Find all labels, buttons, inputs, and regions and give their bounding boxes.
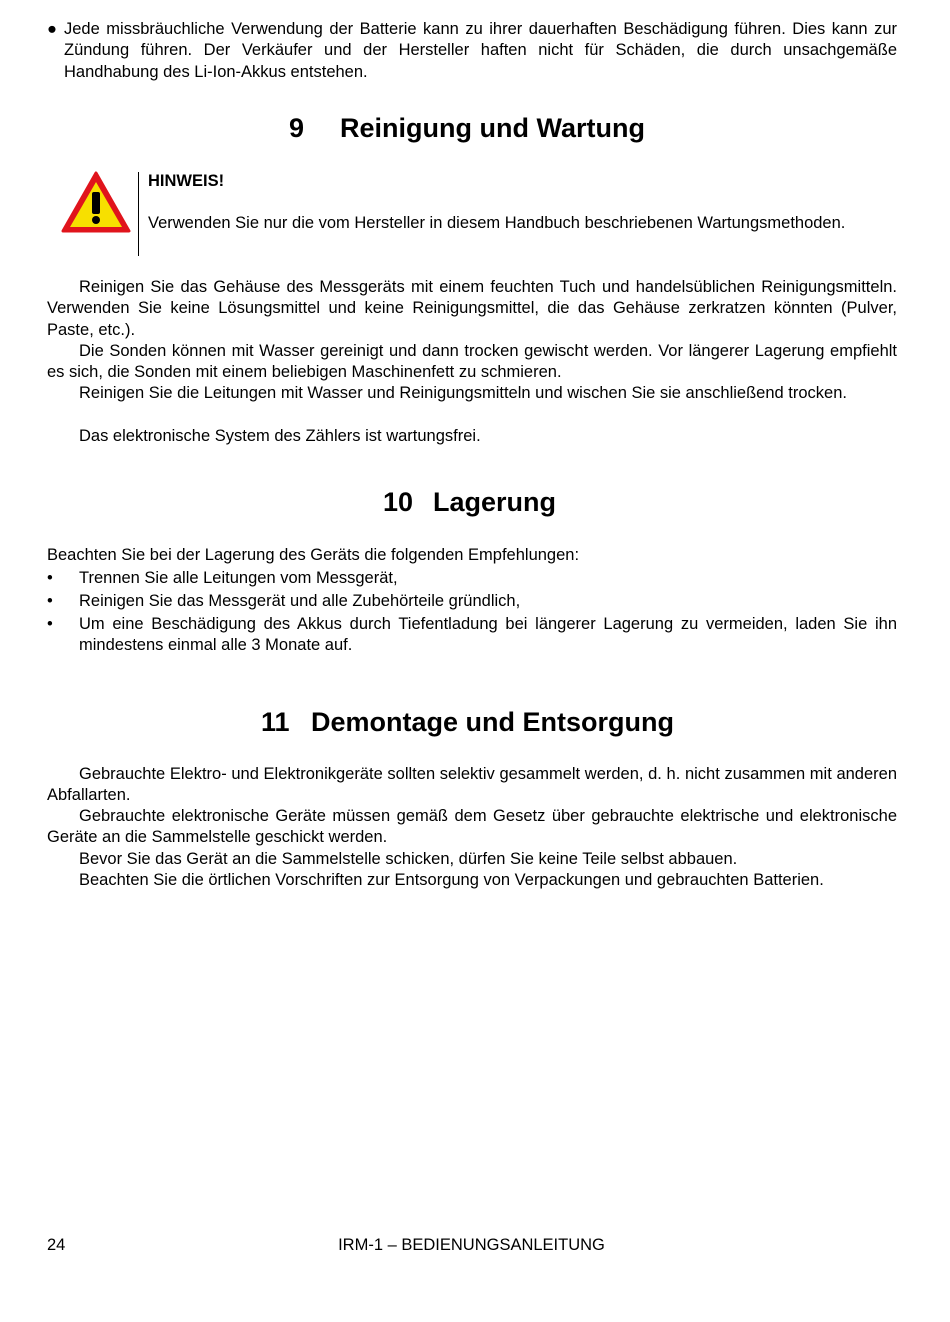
- footer-title: IRM-1 – BEDIENUNGSANLEITUNG: [338, 1236, 605, 1254]
- page-number: 24: [47, 1236, 66, 1254]
- paragraph: Das elektronische System des Zählers ist wartungsfrei.: [79, 427, 481, 445]
- section-title: Lagerung: [433, 487, 557, 517]
- paragraph: Beachten Sie die örtlichen Vorschriften zur Entsorgung von Verpackungen und gebrauchten Batterien.: [79, 871, 824, 889]
- notice-text: Verwenden Sie nur die vom Hersteller in diesem Handbuch beschriebenen Wartungsmethoden.: [148, 214, 846, 232]
- notice-divider: [138, 172, 139, 256]
- list-item-text: Um eine Beschädigung des Akkus durch Tiefentladung bei längerer Lagerung zu vermeiden, laden Sie ihn mindestens einmal alle 3 Monate auf.: [79, 615, 897, 655]
- section-heading-9: [289, 113, 645, 144]
- section-number: 9: [289, 113, 305, 143]
- paragraph: Reinigen Sie die Leitungen mit Wasser und Reinigungsmitteln und wischen Sie sie anschließend trocken.: [79, 384, 847, 402]
- notice-label: HINWEIS!: [148, 172, 225, 190]
- list-item: [47, 568, 897, 589]
- storage-intro: Beachten Sie bei der Lagerung des Geräts die folgenden Empfehlungen:: [47, 546, 580, 564]
- section-title: Demontage und Entsorgung: [311, 707, 674, 737]
- list-item-text: Trennen Sie alle Leitungen vom Messgerät,: [79, 569, 398, 587]
- paragraph: Reinigen Sie das Gehäuse des Messgeräts mit einem feuchten Tuch und handelsüblichen Reinigungsmitteln. Verwenden Sie keine Lösungsmittel und keine Reinigungsmittel, die das Gehäuse zerkratzen könnten (Pulver, Paste, etc.).: [47, 278, 897, 339]
- warning-triangle-icon: [60, 170, 132, 234]
- section-heading-10: [383, 487, 556, 518]
- paragraph: Die Sonden können mit Wasser gereinigt und dann trocken gewischt werden. Vor längerer Lagerung empfiehlt es sich, die Sonden mit einem beliebigen Maschinenfett zu schmieren.: [47, 342, 897, 382]
- paragraph: Gebrauchte Elektro- und Elektronikgeräte sollten selektiv gesammelt werden, d. h. nicht zusammen mit anderen Abfallarten.: [47, 765, 897, 805]
- paragraph: Bevor Sie das Gerät an die Sammelstelle schicken, dürfen Sie keine Teile selbst abbauen.: [79, 850, 738, 868]
- bullet-dot: •: [47, 592, 53, 610]
- section-number: 10: [383, 487, 414, 517]
- bullet-dot: ●: [47, 20, 57, 38]
- bullet-text: Jede missbräuchliche Verwendung der Batterie kann zu ihrer dauerhaften Beschädigung führen. Dies kann zur Zündung führen. Der Verkäufer und der Hersteller haften nicht für Schäden, die durch unsachgemäße Handhabung des Li-Ion-Akkus entstehen.: [64, 20, 897, 81]
- section-number: 11: [261, 707, 290, 737]
- notice-box: [60, 170, 890, 256]
- battery-warning-bullet: [47, 19, 897, 83]
- bullet-dot: •: [47, 569, 53, 587]
- list-item: [47, 591, 897, 612]
- list-item: [47, 614, 897, 657]
- section-heading-11: [261, 707, 674, 738]
- section-title: Reinigung und Wartung: [340, 113, 645, 143]
- paragraph: Gebrauchte elektronische Geräte müssen gemäß dem Gesetz über gebrauchte elektrische und elektronische Geräte an die Sammelstelle geschickt werden.: [47, 807, 897, 847]
- bullet-dot: •: [47, 615, 53, 633]
- list-item-text: Reinigen Sie das Messgerät und alle Zubehörteile gründlich,: [79, 592, 521, 610]
